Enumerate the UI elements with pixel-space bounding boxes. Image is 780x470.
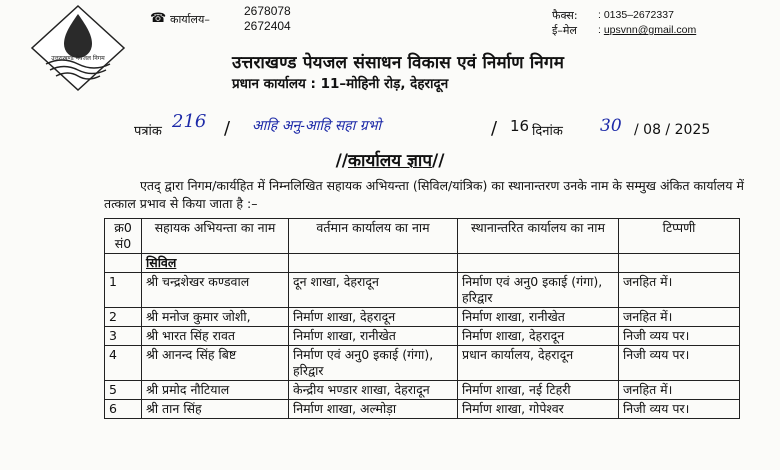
cell-sno: 2: [105, 308, 142, 327]
transfer-table: [104, 218, 740, 419]
fax-email-labels: [552, 8, 578, 38]
cell-remark: जनहित में।: [619, 308, 740, 327]
dinank-label: दिनांक: [532, 124, 563, 139]
cell-transfer: निर्माण शाखा, गोपेश्वर: [458, 400, 619, 419]
cell-transfer: निर्माण शाखा, रानीखेत: [458, 308, 619, 327]
table-row: [105, 273, 740, 308]
cell-current: केन्द्रीय भण्डार शाखा, देहरादून: [289, 381, 458, 400]
cell-current: निर्माण शाखा, रानीखेत: [289, 327, 458, 346]
fax-label: फैक्स:: [552, 9, 578, 22]
cell-remark: निजी व्यय पर।: [619, 346, 740, 381]
intro-paragraph: एतद् द्वारा निगम/कार्यहित में निम्नलिखित सहायक अभियन्ता (सिविल/यांत्रिक) का स्थानान्तरण उनके नाम के सम्मुख अंकित कार्यालय में तत्काल प्रभाव से किया जाता है :–: [104, 178, 744, 211]
col-header-sno: क्र0 सं0: [105, 219, 142, 254]
cell-name: श्री तान सिंह: [142, 400, 289, 419]
fax-email-values: [598, 8, 696, 38]
cell-sno: 4: [105, 346, 142, 381]
reference-number: 216: [172, 111, 207, 132]
col-header-transfer-office: स्थानान्तरित कार्यालय का नाम: [458, 219, 619, 254]
cell-current: निर्माण एवं अनु0 इकाई (गंगा), हरिद्वार: [289, 346, 458, 381]
cell-name: श्री मनोज कुमार जोशी,: [142, 308, 289, 327]
table-row: [105, 308, 740, 327]
cell-sno: 6: [105, 400, 142, 419]
cell-transfer: निर्माण शाखा, नई टिहरी: [458, 381, 619, 400]
office-address: प्रधान कार्यालय : 11–मोहिनी रोड़, देहरादून: [232, 76, 449, 92]
fax-value: : 0135–2672337: [598, 9, 674, 21]
cell-current: निर्माण शाखा, अल्मोड़ा: [289, 400, 458, 419]
cell-sno: 1: [105, 273, 142, 308]
cell-remark: निजी व्यय पर।: [619, 400, 740, 419]
cell-current: दून शाखा, देहरादून: [289, 273, 458, 308]
cell-name: श्री चन्द्रशेखर कण्डवाल: [142, 273, 289, 308]
table-row: [105, 327, 740, 346]
phone-icon: ☎: [150, 11, 167, 26]
slash-separator: /: [491, 118, 498, 139]
cell-transfer: निर्माण एवं अनु0 इकाई (गंगा), हरिद्वार: [458, 273, 619, 308]
col-header-remark: टिप्पणी: [619, 219, 740, 254]
cell-transfer: निर्माण शाखा, देहरादून: [458, 327, 619, 346]
logo-caption: उत्तराखण्ड पेयजल निगम: [51, 55, 105, 62]
cell-remark: जनहित में।: [619, 273, 740, 308]
col-header-name: सहायक अभियन्ता का नाम: [142, 219, 289, 254]
col-header-current-office: वर्तमान कार्यालय का नाम: [289, 219, 458, 254]
phone-number-2: 2672404: [244, 19, 291, 33]
cell-current: निर्माण शाखा, देहरादून: [289, 308, 458, 327]
phone-label: कार्यालय–: [170, 13, 210, 26]
phone-number-1: 2678078: [244, 4, 291, 18]
memo-title: //कार्यालय ज्ञाप//: [335, 151, 445, 171]
email-label: ई–मेल: [552, 24, 577, 37]
phone-numbers: [244, 4, 291, 34]
cell-remark: निजी व्यय पर।: [619, 327, 740, 346]
cell-name: श्री भारत सिंह रावत: [142, 327, 289, 346]
patrank-label: पत्रांक: [134, 124, 162, 139]
cell-remark: जनहित में।: [619, 381, 740, 400]
reference-handwritten: आहि अनु-आहि सहा ग्रभो: [252, 118, 382, 134]
table-row: [105, 346, 740, 381]
reference-series: 16: [510, 117, 530, 135]
cell-transfer: प्रधान कार्यालय, देहरादून: [458, 346, 619, 381]
cell-name: श्री आनन्द सिंह बिष्ट: [142, 346, 289, 381]
date-month-year: / 08 / 2025: [634, 122, 711, 138]
cell-sno: 3: [105, 327, 142, 346]
slash-separator: /: [224, 118, 231, 139]
table-row: [105, 381, 740, 400]
section-row: [105, 254, 740, 273]
email-value: : upsvnn@gmail.com: [598, 24, 697, 36]
organization-logo: [28, 4, 128, 92]
cell-sno: 5: [105, 381, 142, 400]
section-civil: सिविल: [142, 254, 289, 273]
table-row: [105, 400, 740, 419]
org-name: उत्तराखण्ड पेयजल संसाधन विकास एवं निर्माण निगम: [232, 53, 565, 73]
table-header-row: [105, 219, 740, 254]
cell-name: श्री प्रमोद नौटियाल: [142, 381, 289, 400]
date-day: 30: [600, 116, 622, 136]
